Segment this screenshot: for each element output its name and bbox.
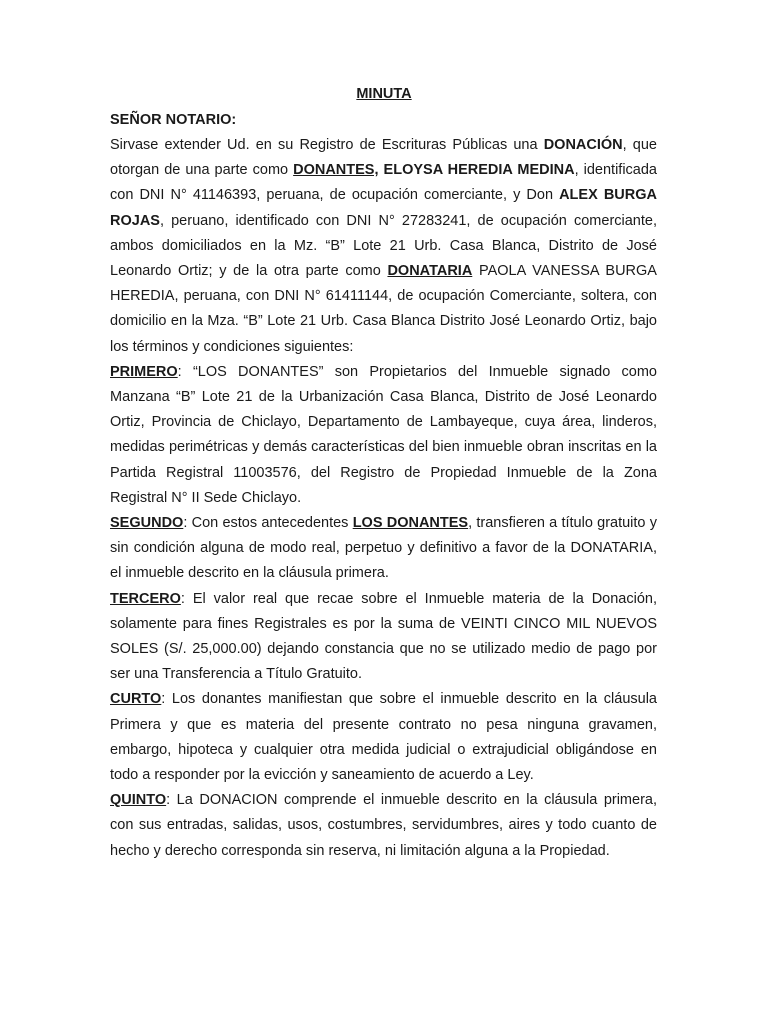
clause-curto (110, 687, 657, 788)
intro-donor-name-1: ELOYSA HEREDIA MEDINA (383, 162, 575, 179)
clause-heading: PRIMERO (110, 363, 178, 380)
intro-donacion: DONACIÓN (543, 137, 623, 153)
clause-heading: QUINTO (110, 792, 167, 809)
clause-text: : Con estos antecedentes (183, 515, 353, 532)
clause-heading: SEGUNDO (110, 515, 184, 532)
intro-donantes-label: DONANTES, (293, 162, 379, 179)
clause-tercero (110, 587, 657, 688)
clause-heading: TERCERO (110, 590, 181, 607)
clause-primero (110, 360, 657, 511)
intro-text: Sirvase extender Ud. en su Registro de Escrituras Públicas una (110, 137, 544, 153)
salutation: SEÑOR NOTARIO: (110, 112, 237, 128)
document-body (110, 133, 657, 864)
clause-bold-donantes: LOS DONANTES (352, 515, 469, 532)
document-title: MINUTA (356, 86, 412, 102)
clause-segundo (110, 511, 657, 587)
intro-donor-name-2: ALEX BURGA ROJAS (110, 187, 657, 229)
intro-text: , identificada con DNI N° 41146393, peruana, de ocupación comerciante, y Don (110, 162, 657, 204)
clause-quinto (110, 788, 657, 864)
clause-text: : El valor real que recae sobre el Inmueble materia de la Donación, solamente para fines Registrales es por la suma de VEINTI CINCO MIL NUEVOS SOLES (S/. 25,000.00) dejando constancia que no se utilizado medio de pago por ser una Transferencia a Título Gratuito. (110, 590, 657, 683)
clause-text: : “LOS DONANTES” son Propietarios del Inmueble signado como Manzana “B” Lote 21 de la Urbanización Casa Blanca, Distrito de José Leonardo Ortiz, Provincia de Chiclayo, Departamento de Lambayeque, cuya área, linderos, medidas perimétricas y demás características del bien inmueble obran inscritas en la Partida Registral 11003576, del Registro de Propiedad Inmueble de la Zona Registral N° II Sede Chiclayo. (110, 363, 657, 506)
clause-text: : Los donantes manifiestan que sobre el inmueble descrito en la cláusula Primera y que es materia del presente contrato no pesa ninguna gravamen, embargo, hipoteca y cualquier otra medida judicial o extrajudicial obligándose en todo a responder por la evicción y saneamiento de acuerdo a Ley. (110, 691, 657, 784)
intro-donataria-label: DONATARIA (387, 263, 473, 280)
intro-text: PAOLA VANESSA BURGA HEREDIA, peruana, con DNI N° 61411144, de ocupación Comerciante, soltera, con domicilio en la Mza. “B” Lote 21 Urb. Casa Blanca Distrito José Leonardo Ortiz, bajo los términos y condiciones siguientes: (110, 263, 657, 355)
clause-text: , transfieren a título gratuito y sin condición alguna de modo real, perpetuo y definitivo a favor de la DONATARIA, el inmueble descrito en la cláusula primera. (110, 515, 657, 582)
intro-paragraph (110, 133, 657, 360)
clause-text: : La DONACION comprende el inmueble descrito en la cláusula primera, con sus entradas, salidas, usos, costumbres, servidumbres, aires y todo cuanto de hecho y derecho corresponda sin reserva, ni limitación alguna a la Propiedad. (110, 792, 657, 859)
clause-heading: CURTO (110, 691, 162, 708)
intro-text: , peruano, identificado con DNI N° 27283241, de ocupación comerciante, ambos domiciliados en la Mz. “B” Lote 21 Urb. Casa Blanca, Distrito de José Leonardo Ortiz; y de la otra parte como (110, 212, 657, 280)
intro-text: , que otorgan de una parte como (110, 137, 657, 179)
